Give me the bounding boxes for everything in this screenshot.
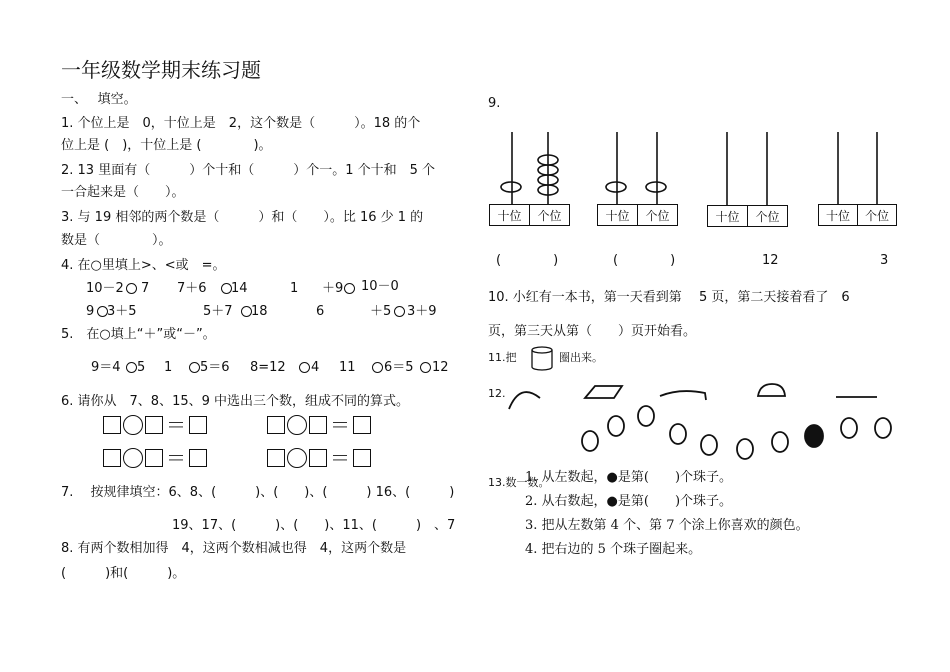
q4-expr: 7＋6 [177,281,207,296]
shape-cup [758,384,785,396]
q5-expr: 9＝4 [91,360,121,375]
question-1-line-1: 1. 个位上是 0，十位上是 2，这个数是（ ）。18 的个 [61,116,421,131]
q4-expr: 18 [251,304,268,319]
equals-sign: ＝ [330,446,350,470]
q4-expr: ＋5 [370,304,392,319]
question-11-suffix: 圈出来。 [559,351,603,364]
question-10-line-1: 10. 小红有一本书，第一天看到第 5 页，第二天接着看了 6 [488,290,850,305]
bead [772,432,788,452]
q4-expr: ＋9 [322,281,344,296]
bead [582,431,598,451]
q5-expr: 4 [311,360,320,375]
q4-expr: 10－0 [361,279,399,294]
bead [638,406,654,426]
q5-expr: 6＝5 [384,360,414,375]
question-3-line-2: 数是（ ）。 [61,233,172,248]
shape-parallelogram [585,386,622,398]
blank-circle[interactable] [299,362,310,373]
abacus-answer: ( ) [613,253,676,268]
bead [737,439,753,459]
ones-label: 个位 [529,204,570,226]
question-5: 5. 在○填上“＋”或“－”。 [61,327,216,342]
q4-expr: 3＋9 [407,304,437,319]
black-bead [805,425,823,447]
blank-circle[interactable] [241,306,252,317]
equals-sign: ＝ [330,413,350,437]
tens-label: 十位 [597,204,638,226]
question-7-line-1: 7. 按规律填空：6、8、( )、( )、( ) 16、( ) [61,485,455,500]
q5-expr: 8=12 [250,360,286,375]
q13-item-3: 3. 把从左数第 4 个、第 7 个涂上你喜欢的颜色。 [525,518,809,533]
q4-expr: 10－2 [86,281,124,296]
question-11-prefix: 11.把 [488,351,517,364]
cylinder-icon [532,347,552,370]
question-10-line-2: 页，第三天从第（ ）页开始看。 [488,324,697,339]
bead-row [582,406,891,459]
ones-label: 个位 [857,204,897,226]
question-4: 4. 在○里填上>、<或 =。 [61,258,226,273]
blank-circle[interactable] [372,362,383,373]
q13-item-2: 2. 从右数起，●是第( )个珠子。 [525,494,733,509]
question-8-line-2: ( )和( )。 [61,566,186,581]
bead [608,416,624,436]
q5-expr: 5 [137,360,146,375]
tens-label: 十位 [707,205,748,227]
ones-label: 个位 [637,204,678,226]
shape-half-cylinder [660,391,706,400]
ones-label: 个位 [747,205,788,227]
question-1-line-2: 位上是 ( )，十位上是 ( )。 [61,138,272,153]
q13-item-1: 1. 从左数起，●是第( )个珠子。 [525,470,733,485]
blank-circle[interactable] [126,283,137,294]
q4-expr: 6 [316,304,325,319]
abacus-answer: 12 [762,253,779,268]
equals-sign: ＝ [166,446,186,470]
shape-outlines [509,384,877,409]
abacus-answer: 3 [880,253,889,268]
page-title: 一年级数学期末练习题 [61,58,261,82]
question-6: 6. 请你从 7、8、15、9 中选出三个数，组成不同的算式。 [61,394,410,409]
abacus-answer: ( ) [496,253,559,268]
q4-expr: 7 [141,281,150,296]
question-12: 12. [488,387,506,400]
question-13: 13.数一数。 [488,476,550,489]
q4-expr: 5＋7 [203,304,233,319]
q4-expr: 3＋5 [107,304,137,319]
equals-sign: ＝ [166,413,186,437]
question-2-line-1: 2. 13 里面有（ ）个十和（ ）个一。1 个十和 5 个 [61,163,436,178]
blank-circle[interactable] [126,362,137,373]
bead [701,435,717,455]
shape-arc [509,392,540,409]
question-3-line-1: 3. 与 19 相邻的两个数是（ ）和（ ）。比 16 少 1 的 [61,210,424,225]
blank-circle[interactable] [420,362,431,373]
blank-circle[interactable] [344,283,355,294]
question-9: 9. [488,96,501,111]
q4-expr: 9 [86,304,95,319]
blank-circle[interactable] [221,283,232,294]
tens-label: 十位 [818,204,858,226]
tens-label: 十位 [489,204,530,226]
q4-expr: 14 [231,281,248,296]
q4-expr: 1 [290,281,299,296]
q5-expr: 5＝6 [200,360,230,375]
question-7-line-2: 19、17、( )、( )、11、( ) 、7 [172,518,456,533]
q5-expr: 11 [339,360,356,375]
bead [670,424,686,444]
q13-item-4: 4. 把右边的 5 个珠子圈起来。 [525,542,702,557]
q5-expr: 12 [432,360,449,375]
blank-circle[interactable] [394,306,405,317]
bead [841,418,857,438]
section-heading: 一、 填空。 [61,92,137,107]
question-8-line-1: 8. 有两个数相加得 4，这两个数相减也得 4，这两个数是 [61,541,407,556]
question-2-line-2: 一合起来是（ ）。 [61,185,185,200]
q5-expr: 1 [164,360,173,375]
bead [875,418,891,438]
blank-circle[interactable] [97,306,108,317]
abacus-bead [501,182,521,192]
blank-circle[interactable] [189,362,200,373]
